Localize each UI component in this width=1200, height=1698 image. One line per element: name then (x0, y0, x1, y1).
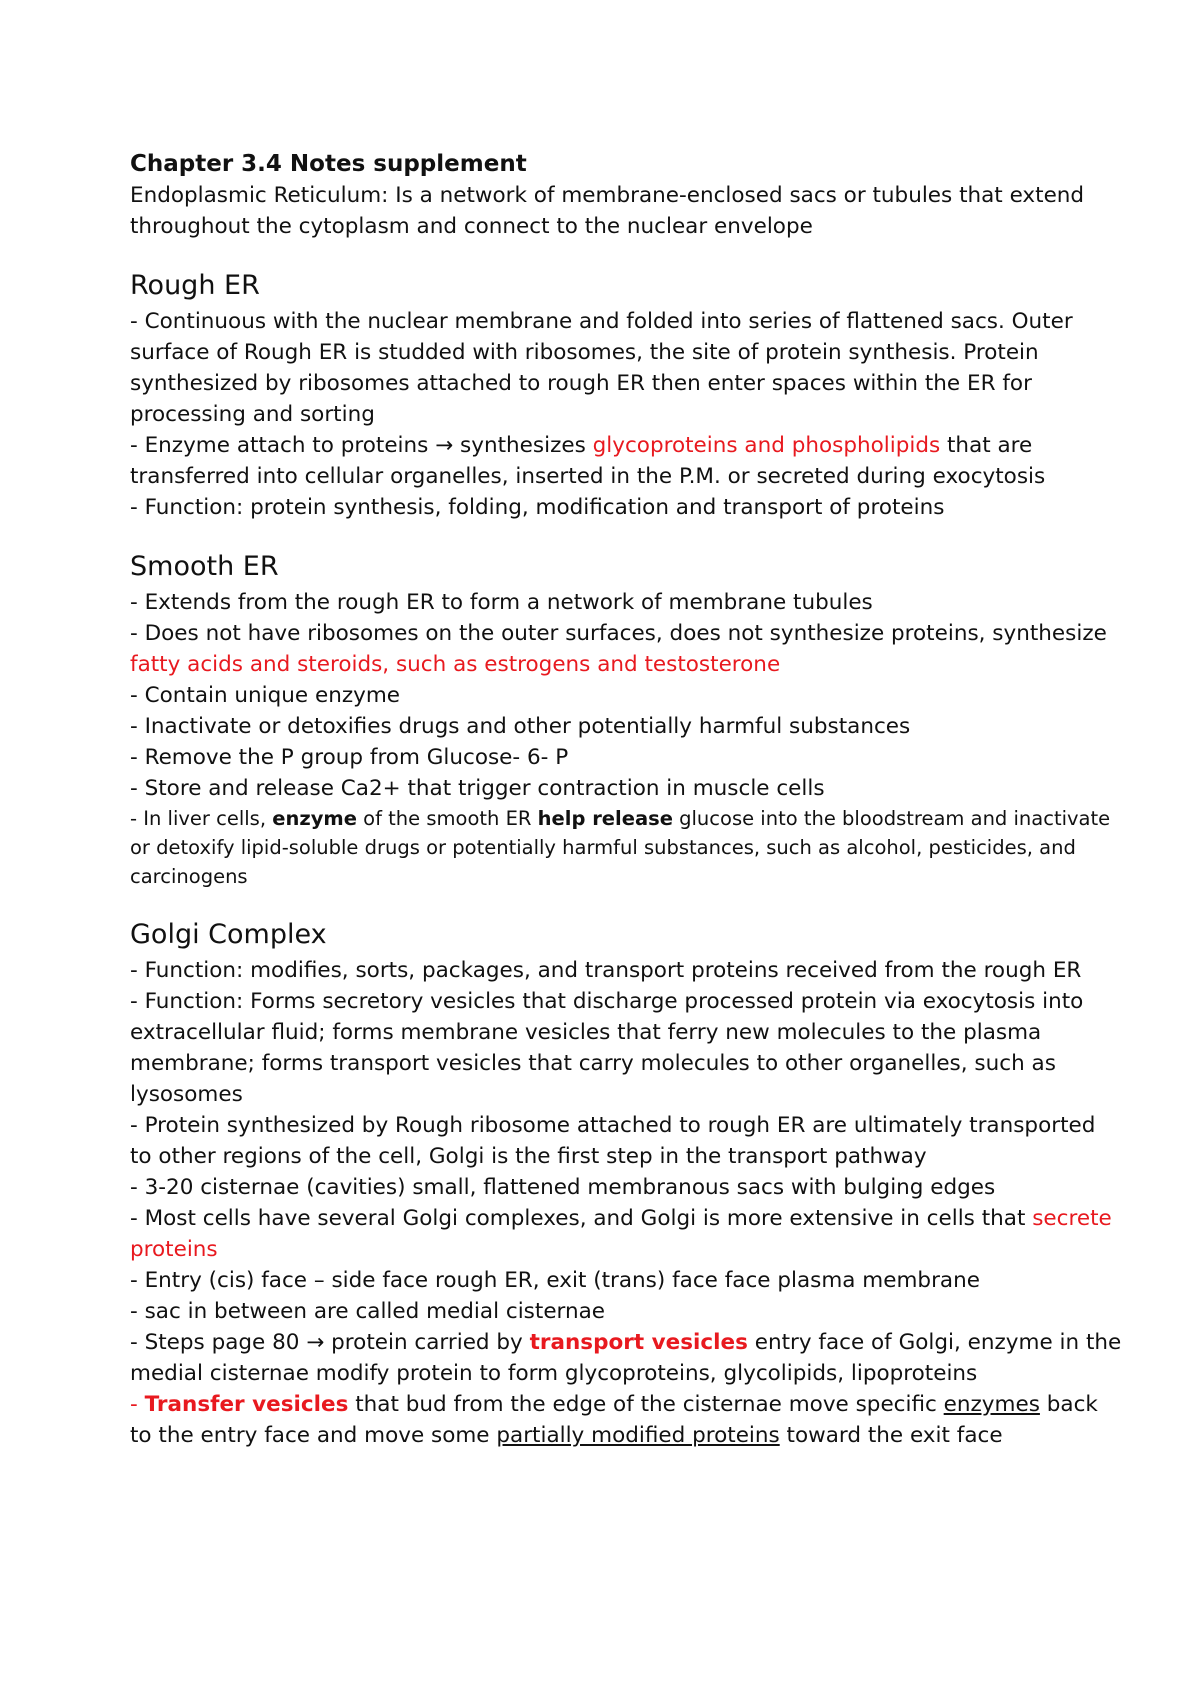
smooth-er-line: - Remove the P group from Glucose- 6- P (130, 745, 569, 770)
document-body (130, 148, 1122, 1451)
golgi-heading: Golgi Complex (130, 919, 327, 950)
golgi-line (130, 1327, 1122, 1358)
section-gap (130, 242, 1090, 266)
golgi-line: to other regions of the cell, Golgi is the first step in the transport pathway (130, 1144, 927, 1169)
smooth-er-line: - Inactivate or detoxifies drugs and other potentially harmful substances (130, 714, 911, 739)
smooth-er-line: carcinogens (130, 865, 248, 888)
smooth-er-section (130, 547, 1111, 891)
section-gap (130, 891, 1090, 915)
bold-term: help release (537, 807, 673, 830)
golgi-line (130, 1389, 1098, 1420)
intro-line: Endoplasmic Reticulum: Is a network of membrane-enclosed sacs or tubules that extend (130, 183, 1085, 208)
highlighted-term: Transfer vesicles (144, 1392, 349, 1417)
golgi-line: medial cisternae modify protein to form glycoproteins, glycolipids, lipoproteins (130, 1361, 978, 1386)
rough-er-line: surface of Rough ER is studded with ribosomes, the site of protein synthesis. Protein (130, 340, 1039, 365)
golgi-line: membrane; forms transport vesicles that carry molecules to other organelles, such as (130, 1051, 1056, 1076)
smooth-er-line: or detoxify lipid-soluble drugs or potentially harmful substances, such as alcohol, pesticides, and (130, 836, 1076, 859)
underlined-term: partially modified proteins (496, 1423, 780, 1448)
rough-er-line: synthesized by ribosomes attached to rough ER then enter spaces within the ER for (130, 371, 1032, 396)
golgi-line: - Function: modifies, sorts, packages, and transport proteins received from the rough ER (130, 958, 1082, 983)
text-run: - Enzyme attach to proteins (130, 433, 436, 458)
document-title: Chapter 3.4 Notes supplement (130, 151, 527, 177)
text-run: synthesizes (453, 433, 593, 458)
text-run: of the smooth ER (356, 807, 538, 830)
highlighted-line: proteins (130, 1237, 218, 1262)
golgi-line: - Protein synthesized by Rough ribosome attached to rough ER are ultimately transported (130, 1113, 1096, 1138)
text-run: to the entry face and move some (130, 1423, 497, 1448)
text-run: - Steps page 80 (130, 1330, 307, 1355)
rough-er-heading: Rough ER (130, 270, 260, 301)
rough-er-line (130, 430, 1090, 461)
golgi-section (130, 915, 1122, 1451)
golgi-line: - 3-20 cisternae (cavities) small, flattened membranous sacs with bulging edges (130, 1175, 996, 1200)
intro-line: throughout the cytoplasm and connect to the nuclear envelope (130, 214, 813, 239)
smooth-er-line: - Extends from the rough ER to form a network of membrane tubules (130, 590, 873, 615)
golgi-line: extracellular fluid; forms membrane vesicles that ferry new molecules to the plasma (130, 1020, 1042, 1045)
golgi-line: lysosomes (130, 1082, 243, 1107)
section-gap (130, 523, 1090, 547)
smooth-er-line: - Store and release Ca2+ that trigger contraction in muscle cells (130, 776, 825, 801)
golgi-line: - Function: Forms secretory vesicles that discharge processed protein via exocytosis into (130, 989, 1084, 1014)
text-run: back (1039, 1392, 1098, 1417)
golgi-line (130, 1420, 1090, 1451)
text-run: protein carried by (324, 1330, 530, 1355)
text-run: entry face of Golgi, enzyme in the (747, 1330, 1122, 1355)
rough-er-line: transferred into cellular organelles, inserted in the P.M. or secreted during exocytosis (130, 464, 1046, 489)
golgi-line (130, 1203, 1112, 1234)
text-run: glucose into the bloodstream and inactivate (672, 807, 1111, 830)
text-run: toward the exit face (779, 1423, 1003, 1448)
golgi-line: - sac in between are called medial cisternae (130, 1299, 606, 1324)
highlighted-term: transport vesicles (529, 1330, 748, 1355)
smooth-er-heading: Smooth ER (130, 551, 279, 582)
text-run: that are (940, 433, 1033, 458)
arrow-right-icon: → (306, 1330, 325, 1355)
arrow-right-icon: → (435, 433, 454, 458)
text-run: - Most cells have several Golgi complexes, and Golgi is more extensive in cells that (130, 1206, 1033, 1231)
rough-er-line: - Function: protein synthesis, folding, modification and transport of proteins (130, 495, 945, 520)
smooth-er-line: - Does not have ribosomes on the outer surfaces, does not synthesize proteins, synthesize (130, 621, 1107, 646)
rough-er-line: - Continuous with the nuclear membrane and folded into series of flattened sacs. Outer (130, 309, 1073, 334)
rough-er-line: processing and sorting (130, 402, 375, 427)
smooth-er-line (130, 804, 1111, 833)
underlined-term: enzymes (943, 1392, 1040, 1417)
bold-term: enzyme (272, 807, 357, 830)
rough-er-section (130, 266, 1090, 523)
highlighted-term: secrete (1032, 1206, 1112, 1231)
highlighted-dash: - (130, 1392, 145, 1417)
text-run: that bud from the edge of the cisternae move specific (348, 1392, 944, 1417)
smooth-er-line: - Contain unique enzyme (130, 683, 401, 708)
golgi-line: - Entry (cis) face – side face rough ER, exit (trans) face face plasma membrane (130, 1268, 980, 1293)
highlighted-line: fatty acids and steroids, such as estrogens and testosterone (130, 652, 781, 677)
text-run: - In liver cells, (130, 807, 273, 830)
highlighted-term: glycoproteins and phospholipids (592, 433, 941, 458)
